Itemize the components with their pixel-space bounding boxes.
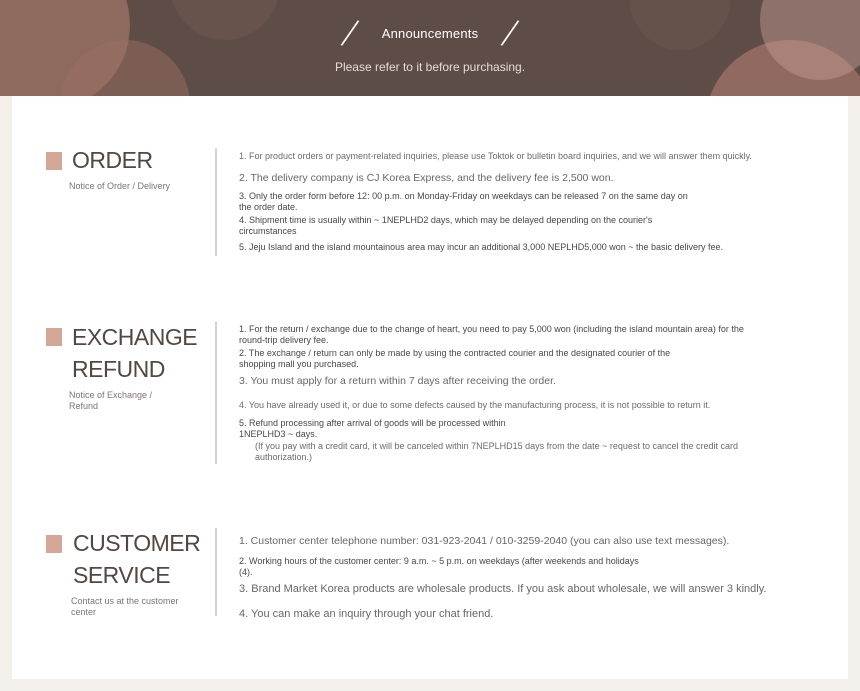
section-divider	[215, 148, 217, 256]
section-marker	[46, 328, 62, 346]
list-item: 2. Working hours of the customer center: 9 a.m. ~ 5 p.m. on weekdays (after weekends and holidays (4).	[239, 556, 639, 577]
list-item: 5. Refund processing after arrival of goods will be processed within 1NEPLHD3 ~ days.	[239, 418, 506, 439]
decorative-circle	[630, 0, 730, 50]
list-item: 3. Brand Market Korea products are wholesale products. If you ask about wholesale, we will answer 3 kindly.	[239, 583, 767, 595]
list-item: 1. Customer center telephone number: 031-923-2041 / 010-3259-2040 (you can also use text messages).	[239, 535, 730, 547]
header-banner	[0, 0, 860, 96]
list-item: 2. The exchange / return can only be made by using the contracted courier and the designated courier of the shopping mall you purchased.	[239, 348, 671, 369]
list-item: 4. You have already used it, or due to some defects caused by the manufacturing process, it is not possible to return it.	[239, 400, 711, 410]
page-subtitle: Please refer to it before purchasing.	[334, 60, 526, 74]
list-item: 5. Jeju Island and the island mountainous area may incur an additional 3,000 NEPLHD5,000 won ~ the basic delivery fee.	[239, 242, 724, 252]
list-item: 1. For the return / exchange due to the change of heart, you need to pay 5,000 won (including the island mountain area) for the round-trip delivery fee.	[239, 324, 744, 345]
section-title: ORDER	[72, 147, 153, 173]
list-item: 1. For product orders or payment-related inquiries, please use Toktok or bulletin board inquiries, and we will answer them quickly.	[239, 151, 752, 161]
list-item: 2. The delivery company is CJ Korea Express, and the delivery fee is 2,500 won.	[239, 172, 614, 184]
page-title: Announcements	[381, 26, 479, 41]
list-item-note: (If you pay with a credit card, it will be canceled within 7NEPLHD15 days from the date ~ request to cancel the credit card authorization.)	[255, 441, 738, 462]
section-subtitle: Notice of Order / Delivery	[69, 181, 171, 191]
section-divider	[215, 322, 217, 464]
list-item: 3. You must apply for a return within 7 days after receiving the order.	[239, 375, 556, 387]
section-marker	[46, 152, 62, 170]
section-subtitle: Notice of Exchange / Refund	[69, 390, 153, 411]
section-title-line2: SERVICE	[73, 562, 171, 588]
section-title-line2: REFUND	[72, 356, 165, 382]
section-title-line1: EXCHANGE	[72, 324, 198, 350]
section-subtitle: Contact us at the customer center	[71, 596, 179, 617]
list-item: 3. Only the order form before 12: 00 p.m. on Monday-Friday on weekdays can be released 7 on the same day on the order date.	[239, 191, 688, 212]
section-divider	[215, 528, 217, 616]
section-marker	[46, 535, 62, 553]
list-item: 4. Shipment time is usually within ~ 1NEPLHD2 days, which may be delayed depending on the courier's circumstances	[239, 215, 653, 236]
section-title-line1: CUSTOMER	[73, 530, 201, 556]
list-item: 4. You can make an inquiry through your chat friend.	[239, 608, 494, 620]
